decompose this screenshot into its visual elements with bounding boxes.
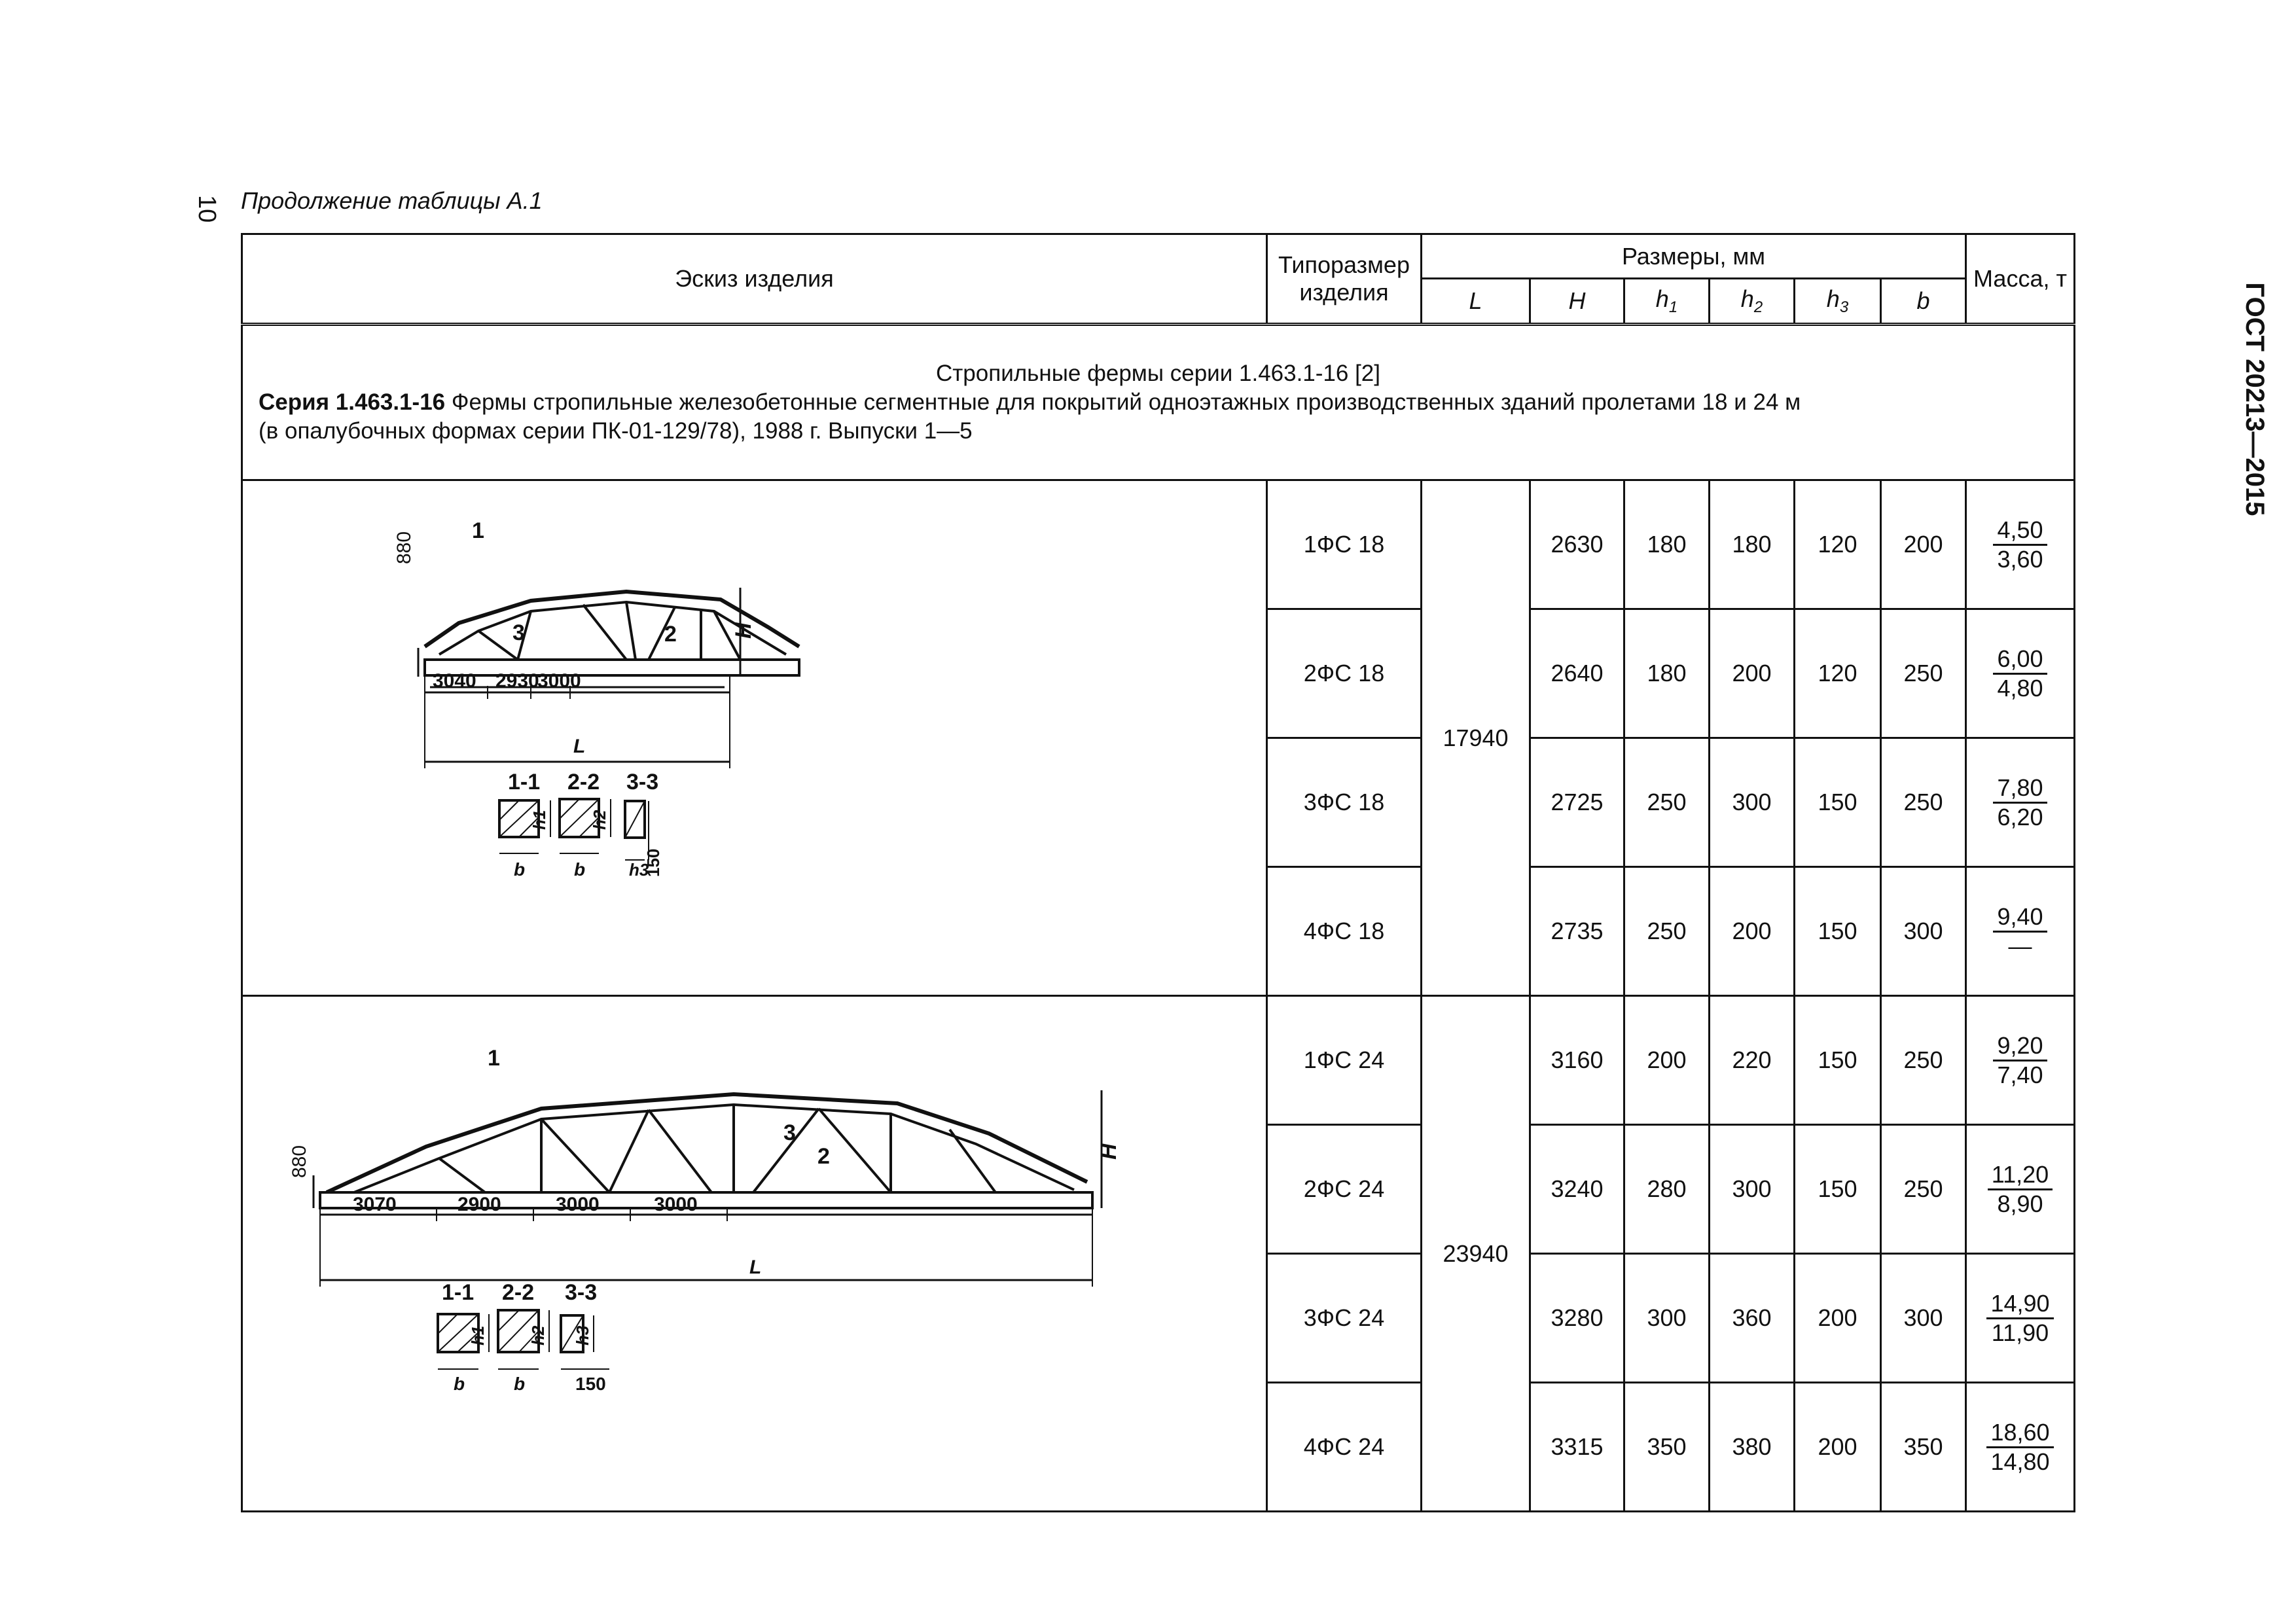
sketch18-b-1: b xyxy=(514,859,526,880)
sketch18-dim-3: 3000 xyxy=(537,669,581,692)
h3-cell: 200 xyxy=(1795,1383,1881,1512)
header-h1: $h_1$ xyxy=(1624,279,1710,325)
h2-cell: 300 xyxy=(1710,1125,1795,1254)
sketch24-h3: h3 xyxy=(573,1325,592,1346)
header-H: H xyxy=(1530,279,1624,325)
b-cell: 250 xyxy=(1881,1125,1966,1254)
h3-cell: 120 xyxy=(1795,609,1881,738)
series-title: Стропильные фермы серии 1.463.1-16 [2] xyxy=(936,361,1380,386)
mass-cell xyxy=(1966,738,2075,867)
b-cell: 300 xyxy=(1881,1254,1966,1383)
series-description xyxy=(242,325,2075,480)
standard-designation: ГОСТ 20213—2015 xyxy=(2240,282,2269,516)
h3-cell: 150 xyxy=(1795,867,1881,996)
sketch18-section-11: 1-1 xyxy=(508,769,541,794)
mass-fraction: $\frac{4,50}{3,60}$ xyxy=(1993,516,2047,573)
header-b: b xyxy=(1881,279,1966,325)
sketch18-h2: h2 xyxy=(590,810,609,830)
mass-cell xyxy=(1966,996,2075,1125)
type-cell: 4ФС 24 xyxy=(1267,1383,1422,1512)
sketch-truss-24 xyxy=(242,996,1267,1512)
h2-cell: 200 xyxy=(1710,609,1795,738)
b-cell: 250 xyxy=(1881,738,1966,867)
mass-fraction: $\frac{7,80}{6,20}$ xyxy=(1993,774,2047,831)
h2-cell: 300 xyxy=(1710,738,1795,867)
h1-cell: 250 xyxy=(1624,738,1710,867)
h3-cell: 200 xyxy=(1795,1254,1881,1383)
sketch24-H-label: H xyxy=(1096,1143,1121,1160)
sketch24-880: 880 xyxy=(289,1145,310,1178)
sketch18-880: 880 xyxy=(393,531,415,564)
sketch18-mark-2: 2 xyxy=(664,621,677,647)
sketch18-dim-1: 3040 xyxy=(433,669,476,692)
sketch18-dim-2: 2930 xyxy=(495,669,539,692)
mass-cell xyxy=(1966,867,2075,996)
H-cell: 2640 xyxy=(1530,609,1624,738)
sketch24-mark-1: 1 xyxy=(488,1045,500,1071)
type-cell: 1ФС 24 xyxy=(1267,996,1422,1125)
h3-cell: 150 xyxy=(1795,996,1881,1125)
type-cell: 4ФС 18 xyxy=(1267,867,1422,996)
sketch18-150: 150 xyxy=(643,848,663,877)
header-h2: $h_2$ xyxy=(1710,279,1795,325)
b-cell: 350 xyxy=(1881,1383,1966,1512)
h1-cell: 180 xyxy=(1624,609,1710,738)
h1-cell: 350 xyxy=(1624,1383,1710,1512)
truss-18-drawing xyxy=(243,483,1265,993)
H-cell: 3240 xyxy=(1530,1125,1624,1254)
header-L: L xyxy=(1422,279,1530,325)
sketch18-L-label: L xyxy=(573,735,586,757)
mass-fraction: $\frac{6,00}{4,80}$ xyxy=(1993,645,2047,702)
sketch18-b-2: b xyxy=(574,859,586,880)
bottom-chord xyxy=(320,1192,1092,1208)
h1-cell: 180 xyxy=(1624,480,1710,609)
sketch18-H-label: H xyxy=(731,622,756,639)
H-cell: 3160 xyxy=(1530,996,1624,1125)
sketch24-section-33: 3-3 xyxy=(565,1279,598,1305)
sketch24-section-11: 1-1 xyxy=(442,1279,475,1305)
h1-cell: 280 xyxy=(1624,1125,1710,1254)
series-text-2: (в опалубочных формах серии ПК-01-129/78), 1988 г. Выпуски 1—5 xyxy=(259,418,973,444)
series-text: Серия 1.463.1-16 Фермы стропильные железобетонные сегментные для покрытий одноэтажных производственных зданий пролетами 18 и 24 м xyxy=(259,389,1801,415)
sketch-truss-18 xyxy=(242,480,1267,996)
h3-cell: 150 xyxy=(1795,738,1881,867)
mass-fraction: $\frac{11,20}{8,90}$ xyxy=(1988,1161,2053,1218)
H-cell: 2735 xyxy=(1530,867,1624,996)
sketch24-b-1: b xyxy=(454,1373,465,1394)
sketch18-section-22: 2-2 xyxy=(567,769,600,794)
type-cell: 2ФС 24 xyxy=(1267,1125,1422,1254)
sketch24-dim-1: 3070 xyxy=(353,1193,397,1215)
type-cell: 3ФС 24 xyxy=(1267,1254,1422,1383)
mass-fraction: $\frac{14,90}{11,90}$ xyxy=(1986,1290,2053,1347)
sketch24-150: 150 xyxy=(575,1373,606,1394)
sketch24-L-label: L xyxy=(749,1256,762,1278)
h2-cell: 180 xyxy=(1710,480,1795,609)
truss-24-drawing xyxy=(243,999,1265,1509)
h2-cell: 220 xyxy=(1710,996,1795,1125)
sketch18-mark-1: 1 xyxy=(472,518,484,543)
type-cell: 2ФС 18 xyxy=(1267,609,1422,738)
sketch18-mark-3: 3 xyxy=(512,620,525,645)
header-sketch: Эскиз изделия xyxy=(242,234,1267,325)
mass-cell xyxy=(1966,1254,2075,1383)
sketch24-section-22: 2-2 xyxy=(502,1279,535,1305)
h3-cell: 120 xyxy=(1795,480,1881,609)
mass-cell xyxy=(1966,480,2075,609)
sketch18-h1: h1 xyxy=(529,810,549,830)
sketch24-dim-3: 3000 xyxy=(556,1193,600,1215)
products-table xyxy=(241,233,2075,1512)
H-cell: 3315 xyxy=(1530,1383,1624,1512)
sketch18-section-33: 3-3 xyxy=(626,769,659,794)
page-number: 10 xyxy=(193,195,221,223)
mass-cell xyxy=(1966,1125,2075,1254)
header-h3: $h_3$ xyxy=(1795,279,1881,325)
b-cell: 250 xyxy=(1881,609,1966,738)
b-cell: 200 xyxy=(1881,480,1966,609)
h1-cell: 250 xyxy=(1624,867,1710,996)
b-cell: 250 xyxy=(1881,996,1966,1125)
sketch24-b-2: b xyxy=(514,1373,526,1394)
sketch24-h1: h1 xyxy=(468,1325,488,1346)
h2-cell: 380 xyxy=(1710,1383,1795,1512)
type-cell: 3ФС 18 xyxy=(1267,738,1422,867)
h3-cell: 150 xyxy=(1795,1125,1881,1254)
h1-cell: 200 xyxy=(1624,996,1710,1125)
L-cell: 17940 xyxy=(1422,480,1530,996)
L-cell: 23940 xyxy=(1422,996,1530,1512)
mass-fraction: $\frac{9,40}{—}$ xyxy=(1993,903,2047,960)
series-bold: Серия 1.463.1-16 xyxy=(259,389,446,415)
sketch24-mark-2: 2 xyxy=(817,1143,830,1169)
b-cell: 300 xyxy=(1881,867,1966,996)
sketch24-h2: h2 xyxy=(528,1325,548,1346)
h2-cell: 360 xyxy=(1710,1254,1795,1383)
mass-fraction: $\frac{9,20}{7,40}$ xyxy=(1993,1032,2047,1089)
H-cell: 3280 xyxy=(1530,1254,1624,1383)
h1-cell: 300 xyxy=(1624,1254,1710,1383)
sketch24-dim-2: 2900 xyxy=(457,1193,501,1215)
sketch24-dim-4: 3000 xyxy=(654,1193,698,1215)
mass-fraction: $\frac{18,60}{14,80}$ xyxy=(1986,1419,2053,1476)
header-dims: Размеры, мм xyxy=(1422,234,1966,279)
H-cell: 2630 xyxy=(1530,480,1624,609)
h2-cell: 200 xyxy=(1710,867,1795,996)
header-type: Типоразмер изделия xyxy=(1267,234,1422,325)
type-cell: 1ФС 18 xyxy=(1267,480,1422,609)
header-mass: Масса, т xyxy=(1966,234,2075,325)
sketch24-mark-3: 3 xyxy=(783,1120,796,1145)
mass-cell xyxy=(1966,1383,2075,1512)
sketch18-h3: h3 xyxy=(629,859,649,880)
H-cell: 2725 xyxy=(1530,738,1624,867)
mass-cell xyxy=(1966,609,2075,738)
table-caption: Продолжение таблицы А.1 xyxy=(241,187,543,214)
